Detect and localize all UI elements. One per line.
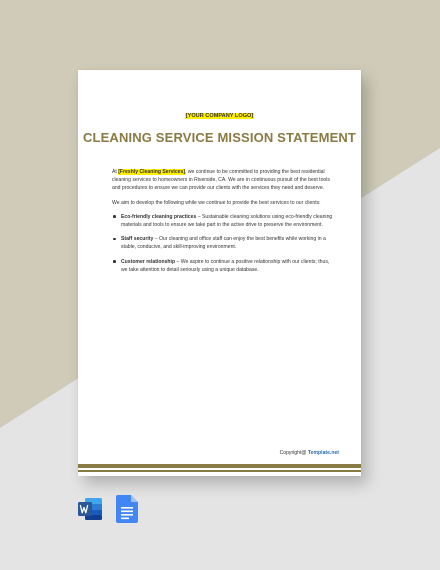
word-icon[interactable] — [77, 496, 103, 522]
list-item: Eco-friendly cleaning practices – Sustainable cleaning solutions using eco-friendly cleaning materials and tools to ensure we take part in the active drive to preserve the environment. — [112, 213, 334, 229]
footer-rule-thin — [78, 470, 361, 472]
goals-list — [112, 213, 334, 274]
footer-rule-thick — [78, 464, 361, 468]
company-logo-placeholder: [YOUR COMPANY LOGO] — [185, 113, 254, 119]
document-page — [78, 70, 361, 476]
document-body — [112, 168, 334, 280]
list-item: Staff security – Our cleaning and office staff can enjoy the best benefits while working in a stable, conducive, and skill-improving environment. — [112, 235, 334, 251]
lead-in-paragraph: We aim to develop the following while we continue to provide the best services to our clients: — [112, 199, 321, 206]
google-docs-icon[interactable] — [116, 495, 138, 523]
intro-paragraph: At [Freshly Cleaning Services], we continue to be committed to providing the best residential cleaning services to homeowners in Riverside, CA. We are in continuous pursuit of the best tools and procedures to ensure we can provide our clients with the services they need and deserve. — [112, 169, 330, 192]
copyright-footer: Copyright@ Template.net — [279, 450, 339, 456]
template-net-link[interactable]: Template.net — [307, 450, 339, 456]
company-name-highlight: [Freshly Cleaning Services] — [118, 169, 186, 175]
list-item: Customer relationship – We aspire to continue a positive relationship with our clients; thus, we take attention to detail seriously using a unique database. — [112, 258, 334, 274]
document-title: CLEANING SERVICE MISSION STATEMENT — [82, 130, 357, 145]
